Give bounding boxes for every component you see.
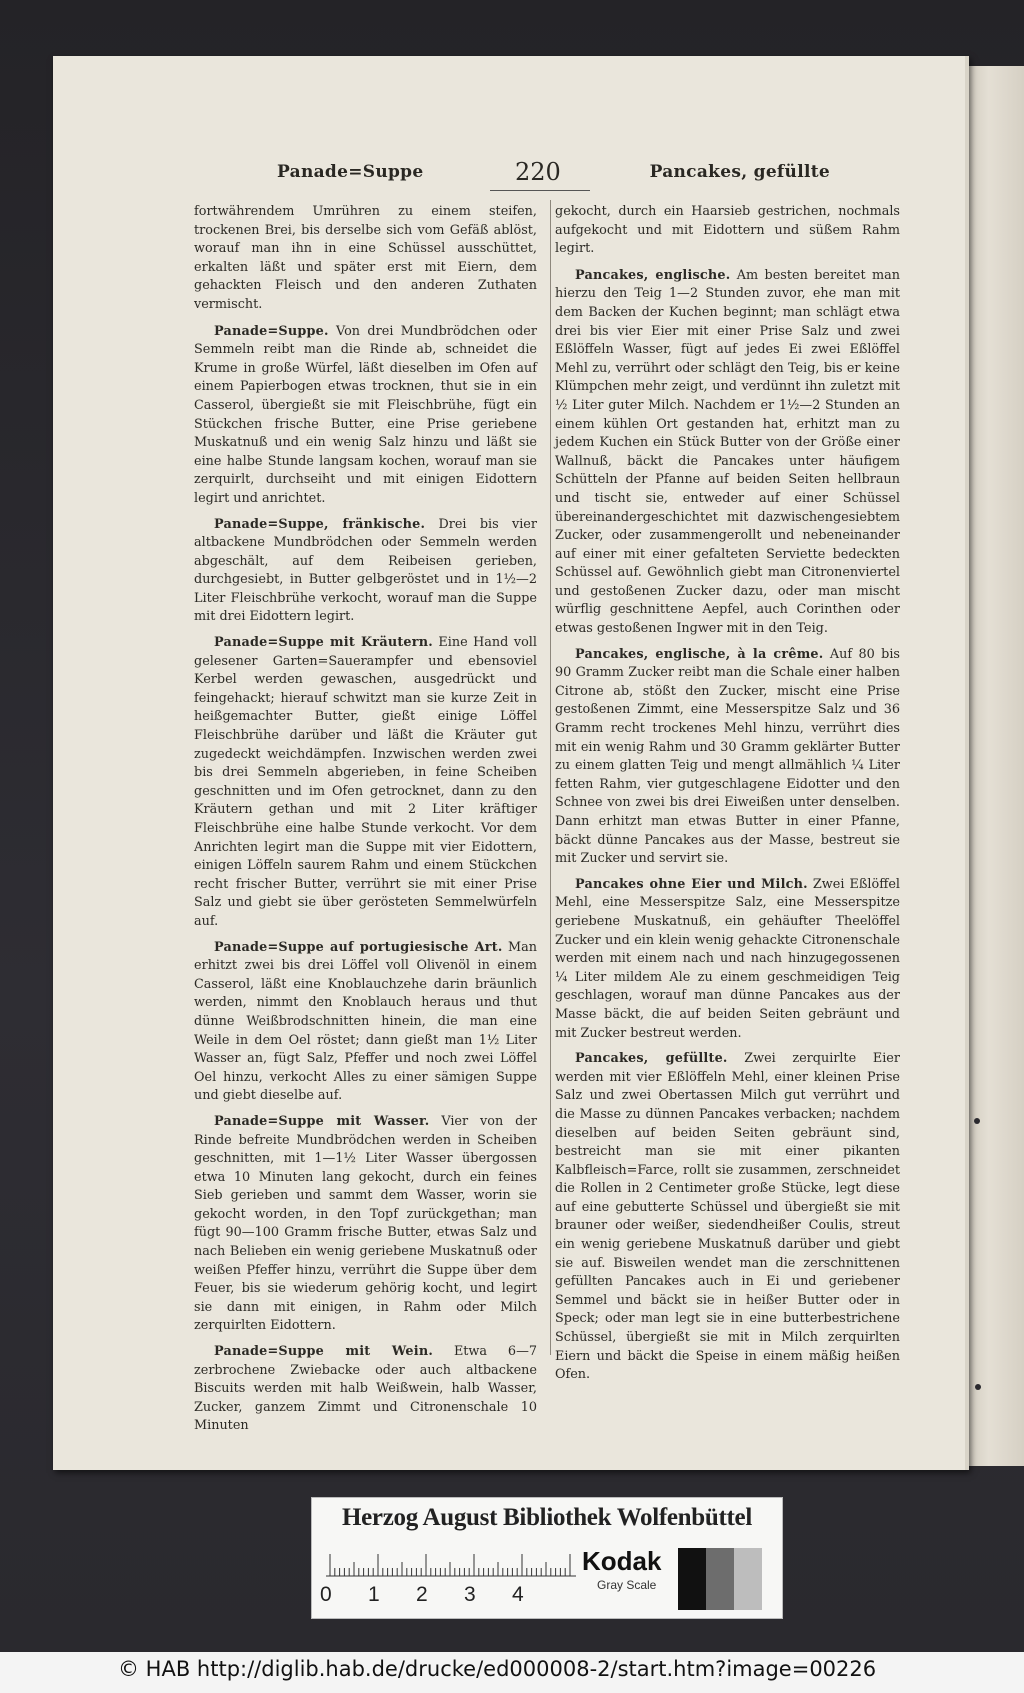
paragraph — [555, 646, 900, 869]
entry-text: Von drei Mundbrödchen oder Semmeln reibt man die Rinde ab, schneidet die Krume in große Würfel, läßt dieselben im Ofen auf einem Papierbogen etwas trocknen, thut sie in ein Casserol, übergießt sie mit Fleischbrühe, fügt ein Stückchen frische Butter, eine Prise geriebene Muskatnuß und ein wenig Salz hinzu und läßt sie eine halbe Stunde langsam kochen, worauf man sie zerquirlt, durchseiht und mit einigen Eidottern legirt und anrichtet. — [194, 323, 537, 506]
left-column — [194, 203, 537, 1443]
entry-heading: Panade=Suppe mit Kräutern. — [214, 635, 433, 651]
gray-patch-black — [678, 1548, 706, 1610]
copyright-link[interactable]: © HAB http://diglib.hab.de/drucke/ed000008-2/start.htm?image=00226 — [118, 1657, 877, 1681]
paragraph — [194, 1343, 537, 1436]
ruler-number: 3 — [464, 1583, 476, 1606]
running-head-left: Panade=Suppe — [277, 162, 424, 182]
header-rule — [490, 190, 590, 191]
paragraph — [555, 203, 900, 259]
entry-text: Etwa 6—7 zerbrochene Zwiebacke oder auch altbackene Biscuits werden mit halb Weißwein, halb Wasser, Zucker, ganzem Zimmt und Citronenschale 10 Minuten — [194, 1344, 538, 1434]
paragraph — [555, 876, 900, 1043]
entry-heading: Panade=Suppe mit Wasser. — [214, 1113, 430, 1129]
entry-heading: Panade=Suppe, fränkische. — [214, 516, 426, 532]
footer-bar — [0, 1652, 1024, 1693]
entry-text: gekocht, durch ein Haarsieb gestrichen, nochmals aufgekocht und mit Eidottern und süßem Rahm legirt. — [555, 204, 900, 257]
entry-text: Zwei zerquirlte Eier werden mit vier Eßlöffeln Mehl, einer kleinen Prise Salz und zwei Obertassen Milch gut verrührt und die Masse zu dünnen Pancakes verbacken; nachdem dieselben auf beiden Seiten gebräunt sind, bestreicht man sie mit einer pikanten Kalbfleisch=Farce, rollt sie zusammen, zerschneidet die Rollen in 2 Centimeter große Stücke, legt diese auf eine gebutterte Schüssel und übergießt sie mit brauner oder weißer, siedendheißer Coulis, streut ein wenig geriebene Muskatnuß darüber und giebt sie auf. Bisweilen wendet man die zerschnittenen gefüllten Pancakes auch in Ei und geriebener Semmel und bäckt sie in heißer Butter oder in Speck; oder man legt sie in eine butterbestrichene Schüssel, übergießt sie mit in Milch zerquirlten Eiern und bäckt die Speise in einem mäßig heißen Ofen. — [555, 1051, 900, 1383]
entry-heading: Pancakes ohne Eier und Milch. — [575, 876, 808, 892]
entry-heading: Panade=Suppe. — [214, 323, 329, 339]
ruler-number: 0 — [320, 1583, 332, 1606]
paragraph — [194, 939, 537, 1106]
entry-heading: Pancakes, englische. — [575, 267, 731, 283]
facing-page-edge — [965, 66, 1024, 1466]
entry-text: Auf 80 bis 90 Gramm Zucker reibt man die Schale einer halben Citrone ab, stößt den Zucker, mischt eine Prise gestoßenen Zimmt, eine Messerspitze Salz und 36 Gramm recht trockenes Mehl hinzu, verrührt dies mit ein wenig Rahm und 30 Gramm geklärter Butter zu einem glatten Teig und mengt allmählich ¼ Liter fetten Rahm, vier gutgeschlagene Eidotter und den Schnee von zwei bis drei Eiweißen unter denselben. Dann erhitzt man etwas Butter in einer Pfanne, bäckt dünne Pancakes aus der Masse, bestreut sie mit Zucker und servirt sie. — [555, 646, 900, 867]
ruler-number: 4 — [512, 1583, 524, 1606]
ruler-number: 2 — [416, 1583, 428, 1606]
entry-heading: Pancakes, englische, à la crême. — [575, 646, 824, 662]
paragraph — [194, 323, 537, 509]
color-reference-card — [311, 1497, 783, 1619]
entry-heading: Panade=Suppe auf portugiesische Art. — [214, 939, 503, 955]
paragraph — [555, 267, 900, 639]
right-column — [555, 203, 900, 1392]
gray-scale-label: Gray Scale — [597, 1578, 657, 1592]
page-hole — [975, 1384, 981, 1390]
entry-text: Eine Hand voll gelesener Garten=Sauerampfer und ebensoviel Kerbel werden gewaschen, ausgedrückt und feingehackt; hierauf schwitzt man sie kurze Zeit in heißgemachter Butter, gießt einige Löffel Fleischbrühe darüber und läßt die Kräuter gut zugedeckt weichdämpfen. Inzwischen werden zwei bis drei Semmeln abgerieben, in feine Scheiben geschnitten und im Ofen getrocknet, dann zu den Kräutern gethan und mit 2 Liter kräftiger Fleischbrühe eine halbe Stunde verkocht. Vor dem Anrichten legirt man die Suppe mit vier Eidottern, einigen Löffeln saurem Rahm und einem Stückchen recht frischer Butter, verrührt sie mit einer Prise Salz und giebt sie über gerösteten Semmelwürfeln auf. — [194, 635, 537, 929]
entry-heading: Pancakes, gefüllte. — [575, 1051, 728, 1067]
paragraph — [194, 203, 537, 315]
gray-patch-light — [734, 1548, 762, 1610]
library-title: Herzog August Bibliothek Wolfenbüttel — [341, 1504, 752, 1531]
entry-text: Zwei Eßlöffel Mehl, eine Messerspitze Salz, eine Messerspitze geriebene Muskatnuß, ein gehäufter Theelöffel Zucker und ein klein wenig gehackte Citronenschale werden mit einem nach und nach hinzugegossenen ¼ Liter mildem Ale zu einem geschmeidigen Teig geschlagen, worauf man dünne Pancakes aus der Masse bäckt, die auf beiden Seiten gebräunt und mit Zucker bestreut werden. — [555, 876, 900, 1041]
running-head-right: Pancakes, gefüllte — [649, 162, 830, 182]
page-hole — [974, 1118, 980, 1124]
entry-text: Vier von der Rinde befreite Mundbrödchen werden in Scheiben geschnitten, mit 1—1½ Liter Wasser übergossen etwa 10 Minuten lang gekocht, durch ein feines Sieb gerieben und sammt dem Wasser, worin sie gekocht worden, in den Topf zurückgethan; man fügt 90—100 Gramm frische Butter, etwas Salz und nach Belieben ein wenig geriebene Muskatnuß oder weißen Pfeffer hinzu, verrührt die Suppe über dem Feuer, bis sie wiederum gehörig kocht, und legirt sie dann mit einigen, in Rahm oder Milch zerquirlten Eidottern. — [194, 1113, 537, 1334]
scale-ruler — [326, 1546, 576, 1580]
gray-patch-mid — [706, 1548, 734, 1610]
kodak-logo: Kodak — [582, 1546, 662, 1576]
column-divider — [550, 200, 551, 1355]
paragraph — [555, 1050, 900, 1385]
entry-text: fortwährendem Umrühren zu einem steifen, trockenen Brei, bis derselbe sich vom Gefäß ablöst, worauf man ihn in eine Schüssel ausschüttet, erkalten läßt und später erst mit Eiern, dem gehackten Fleisch und den anderen Zuthaten vermischt. — [194, 204, 537, 312]
entry-heading: Panade=Suppe mit Wein. — [214, 1344, 433, 1360]
entry-text: Man erhitzt zwei bis drei Löffel voll Olivenöl in einem Casserol, läßt eine Knoblauchzehe darin bräunlich werden, nimmt den Knoblauch heraus und thut dünne Weißbrodschnitten hinein, die man eine Weile in dem Oel röstet; dann gießt man 1½ Liter Wasser an, fügt Salz, Pfeffer und noch zwei Löffel Oel hinzu, verkocht Alles zu einer sämigen Suppe und giebt dieselbe auf. — [194, 939, 537, 1104]
page-number: 220 — [515, 158, 561, 186]
entry-text: Drei bis vier altbackene Mundbrödchen oder Semmeln werden abgeschält, auf dem Reibeisen gerieben, durchgesiebt, in Butter gelbgeröstet und in 1½—2 Liter Fleischbrühe verkocht, worauf man die Suppe mit drei Eidottern legirt. — [194, 516, 537, 625]
paragraph — [194, 634, 537, 932]
paragraph — [194, 516, 537, 628]
ruler-number: 1 — [368, 1583, 380, 1606]
entry-text: Am besten bereitet man hierzu den Teig 1—2 Stunden zuvor, ehe man mit dem Backen der Kuchen beginnt; man schlägt etwa drei bis vier Eier mit einer Prise Salz und zwei Eßlöffeln Wasser, fügt auf jedes Ei zwei Eßlöffel Mehl zu, verrührt oder schlägt den Teig, bis er keine Klümpchen mehr zeigt, und verdünnt ihn zuletzt mit ½ Liter guter Milch. Nachdem er 1½—2 Stunden an einem kühlen Ort gestanden hat, erhitzt man zu jedem Kuchen ein Stück Butter von der Größe einer Wallnuß, bäckt die Pancakes unter häufigem Schütteln der Pfanne auf beiden Seiten hellbraun und tischt sie, entweder auf einer Schüssel übereinandergeschichtet mit dazwischengesiebtem Zucker, oder zusammengerollt und nebeneinander auf einer mit einer gefalteten Serviette bedeckten Schüssel auf. Gewöhnlich giebt man Citronenviertel und gestoßenen Zucker dazu, oder man mischt würflig geschnittene Aepfel, auch Corinthen oder etwas gestoßenen Ingwer mit in den Teig. — [555, 267, 900, 637]
paragraph — [194, 1113, 537, 1336]
running-head — [195, 160, 840, 194]
ruler-numbers — [320, 1583, 580, 1609]
